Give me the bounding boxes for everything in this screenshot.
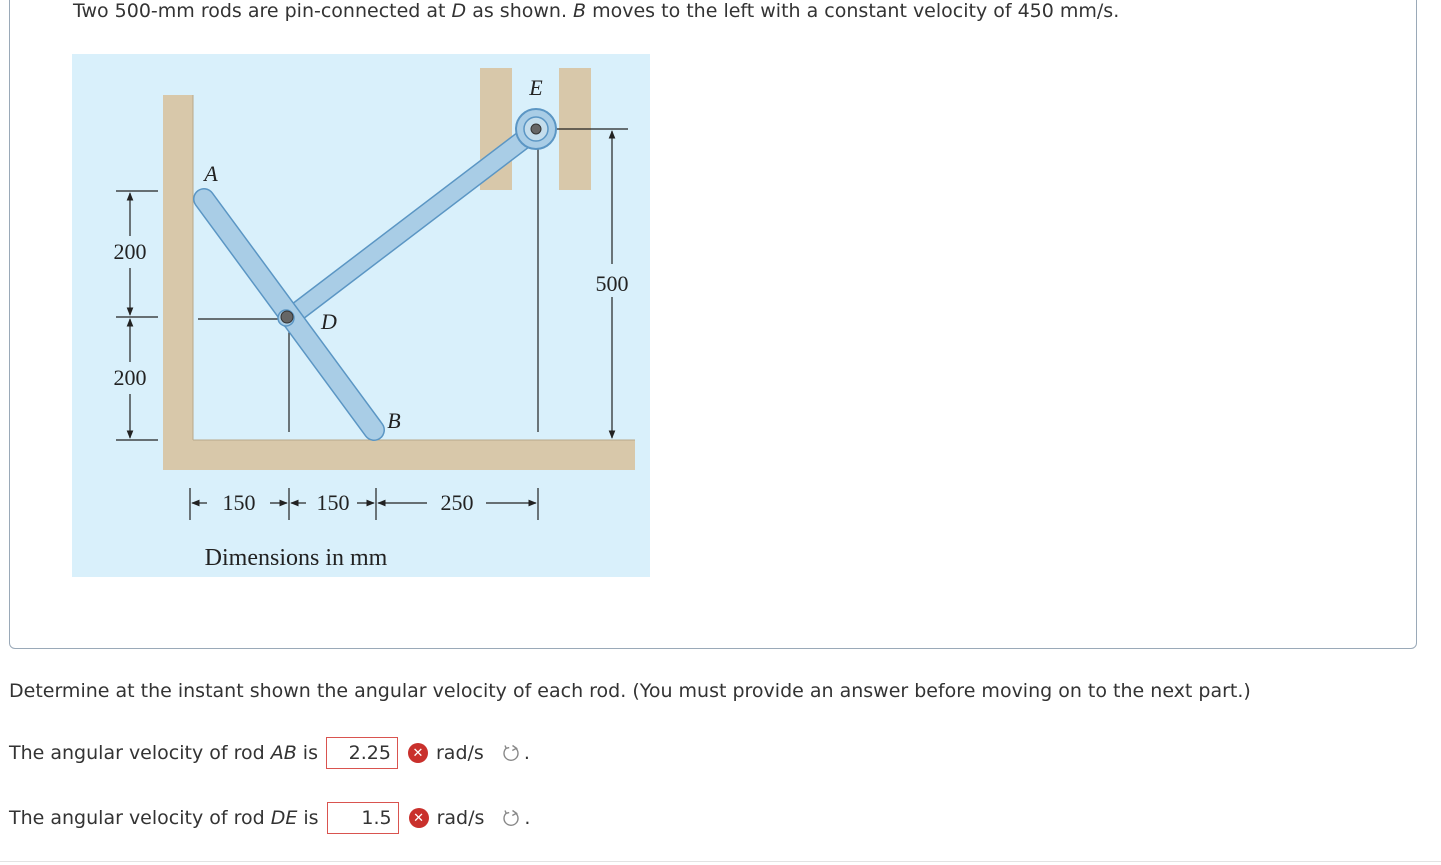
left-wall [163, 95, 193, 470]
problem-text-2: as shown. [466, 0, 574, 22]
rotation-direction-icon[interactable] [500, 742, 522, 764]
mechanism-diagram [72, 54, 650, 577]
answer-input-de[interactable] [327, 802, 399, 834]
dim-200-lower: 200 [113, 365, 147, 390]
dim-150-middle: 150 [316, 490, 350, 515]
incorrect-icon: ✕ [408, 743, 428, 763]
answer-row-ab [9, 736, 530, 770]
problem-statement [73, 0, 1119, 22]
answer-input-ab[interactable] [326, 737, 398, 769]
label-e: E [529, 75, 543, 100]
problem-text-b: B [573, 0, 587, 22]
dim-200-upper: 200 [113, 239, 147, 264]
question-text: Determine at the instant shown the angular velocity of each rod. (You must provide an answer before moving on to the next part.) [9, 680, 1251, 702]
rotation-direction-icon[interactable] [500, 807, 522, 829]
pin-e [531, 124, 541, 134]
floor [163, 440, 635, 470]
label-a: A [204, 161, 218, 186]
answer-label-de: The angular velocity of rod DE is [9, 807, 319, 829]
label-b: B [387, 408, 401, 433]
dim-150-left: 150 [222, 490, 256, 515]
label-d: D [321, 309, 337, 334]
problem-text-d: D [451, 0, 467, 22]
dim-250: 250 [440, 490, 474, 515]
mechanism-figure [72, 54, 650, 577]
unit-label-ab: rad/s [435, 742, 484, 764]
dim-500: 500 [595, 271, 629, 296]
figure-caption: Dimensions in mm [204, 545, 388, 571]
incorrect-icon: ✕ [409, 808, 429, 828]
divider [0, 861, 1441, 862]
answer-row-de [9, 801, 530, 835]
problem-text-3: moves to the left with a constant velocity of 450 mm/s. [586, 0, 1120, 22]
period: . [524, 807, 531, 829]
unit-label-de: rad/s [436, 807, 485, 829]
answer-label-ab: The angular velocity of rod AB is [9, 742, 318, 764]
period: . [523, 742, 530, 764]
pin-d [281, 311, 293, 323]
problem-text-1: Two 500-mm rods are pin-connected at [73, 0, 452, 22]
